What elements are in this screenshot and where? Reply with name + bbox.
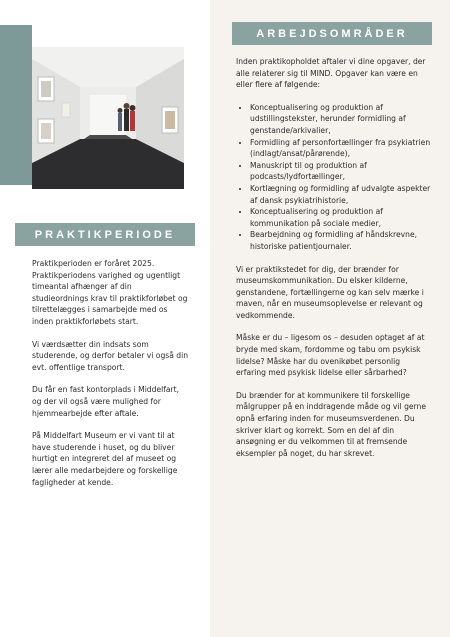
arbejdsomraader-text <box>236 56 432 470</box>
task-list-item: • Kortlægning og formidling af udvalgte aspekter af dansk psykiatrihistorie, <box>250 183 432 206</box>
task-list-item: • Manuskript til og produktion af podcasts/lydfortællinger, <box>250 160 432 183</box>
paragraph: Vi er praktikstedet for dig, der brænder for museumskommunikation. Du elsker kilderne, genstandene, fortællingerne og kan selv mærke i maven, når en museumsoplevelse er relevant og vedkommende. <box>236 264 424 320</box>
section-heading-praktikperiode: PRAKTIKPERIODE <box>15 223 195 246</box>
paragraph: Vi værdsætter din indsats som studerende, og derfor betaler vi også din evt. offentlige transport. <box>32 339 189 372</box>
paragraph: Du brænder for at kommunikere til forskellige målgrupper på en inddragende måde og vil gerne opnå erfaring inden for museumsverdenen. Du skriver klart og korrekt. Som en del af din ansøgning er du velkommen til at fremsende eksempler på noget, du har skrevet. <box>236 390 427 458</box>
task-list <box>236 102 432 253</box>
museum-gallery-photo <box>32 47 184 189</box>
task-list-item: • Formidling af personfortællinger fra psykiatrien (indlagt/ansat/pårørende), <box>250 137 432 160</box>
task-list-item: • Konceptualisering og produktion af udstillingstekster, herunder formidling af genstande/arkivalier, <box>250 102 432 137</box>
paragraph: Praktikperioden er foråret 2025. Praktikperiodens varighed og ugentligt timeantal afhænger af din studieordnings krav til praktikforløbet og tilrettelægges i samarbejde med os inden praktikforløbets start. <box>32 259 188 326</box>
paragraph: På Middelfart Museum er vi vant til at have studerende i huset, og du bliver hurtigt en integreret del af museet og lærer alle medarbejdere og forskellige fagligheder at kende. <box>32 431 178 487</box>
decorative-teal-block <box>0 25 32 185</box>
task-list-item: • Bearbejdning og formidling af håndskrevne, historiske patientjournaler. <box>250 229 432 252</box>
section-heading-arbejdsomraader: ARBEJDSOMRÅDER <box>232 22 432 45</box>
paragraph: Du får en fast kontorplads i Middelfart, og der vil også være mulighed for hjemmearbejde efter aftale. <box>32 385 180 418</box>
praktikperiode-text <box>32 258 190 499</box>
intro-paragraph: Inden praktikopholdet aftaler vi dine opgaver, der alle relaterer sig til MIND. Opgaver kan være en eller flere af følgende: <box>236 57 426 90</box>
paragraph: Måske er du – ligesom os – desuden optaget af at bryde med skam, fordomme og tabu om psykisk lidelse? Måske har du ovenikøbet personlig erfaring med psykisk lidelse eller sårbarhed? <box>236 333 425 378</box>
task-list-item: • Konceptualisering og produktion af kommunikation på sociale medier, <box>250 206 432 229</box>
